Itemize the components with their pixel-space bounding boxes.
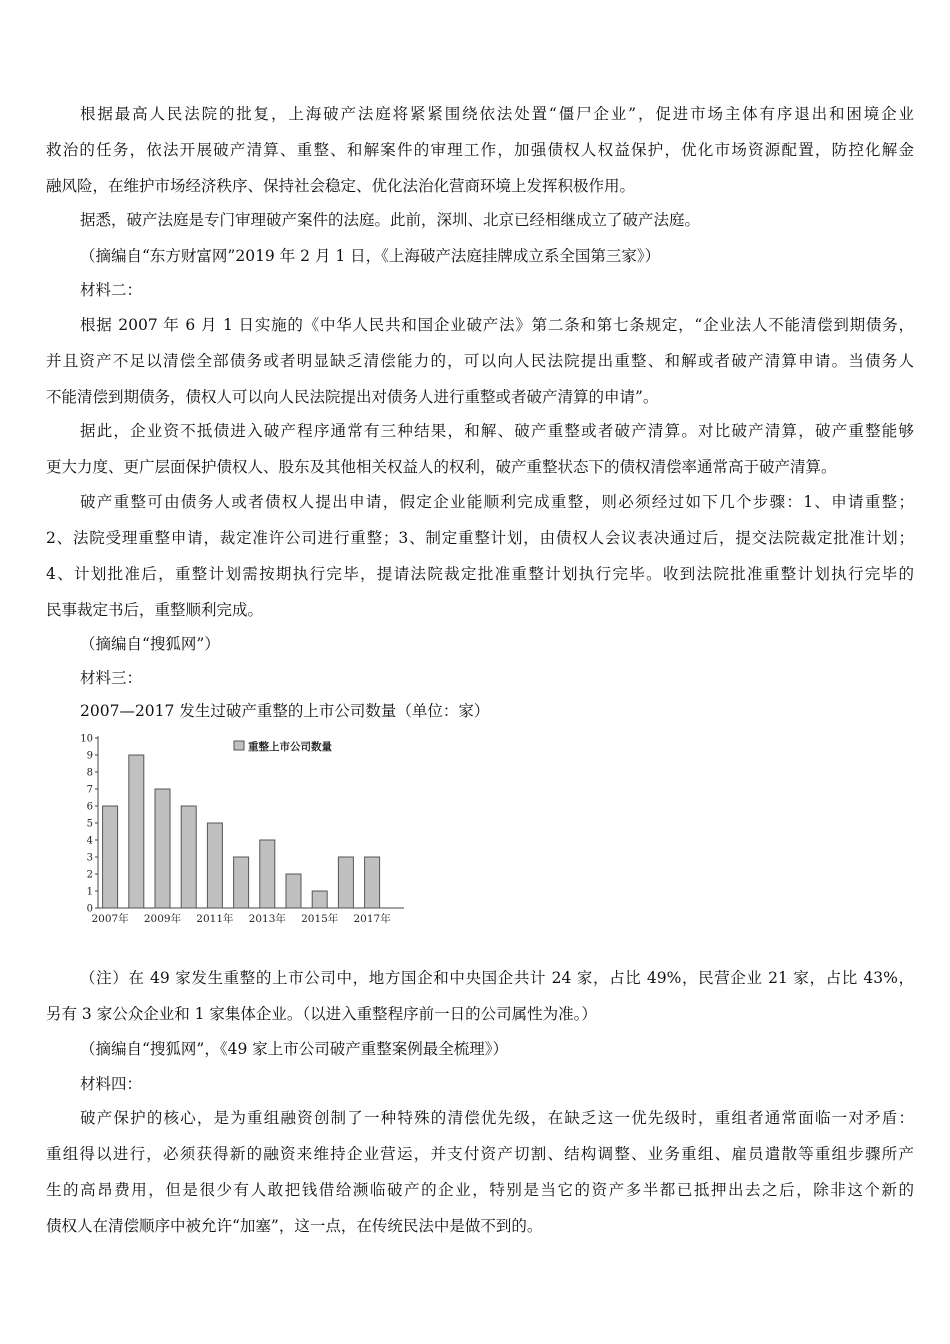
text-line: 另有 3 家公众企业和 1 家集体企业。（以进入重整程序前一日的公司属性为准。） bbox=[46, 1005, 597, 1023]
text-line: （摘编自“东方财富网”2019 年 2 月 1 日，《上海破产法庭挂牌成立系全国第三家》） bbox=[80, 247, 661, 265]
text-line: 生的高昂费用，但是很少有人敢把钱借给濒临破产的企业，特别是当它的资产多半都已抵押出去之后，除非这个新的 bbox=[46, 1181, 914, 1199]
text-line: 根据 2007 年 6 月 1 日实施的《中华人民共和国企业破产法》第二条和第七条规定，“企业法人不能清偿到期债务， bbox=[80, 316, 914, 334]
bar bbox=[234, 857, 249, 908]
x-tick-label: 2007年 bbox=[91, 913, 129, 925]
bar bbox=[338, 857, 353, 908]
text-line: 2、法院受理重整申请，裁定准许公司进行重整；3、制定重整计划，由债权人会议表决通过后，提交法院裁定批准计划； bbox=[46, 529, 914, 547]
text-line: 更大力度、更广层面保护债权人、股东及其他相关权益人的权利，破产重整状态下的债权清偿率通常高于破产清算。 bbox=[46, 458, 837, 476]
legend-swatch bbox=[234, 741, 244, 750]
text-line: 破产重整可由债务人或者债权人提出申请，假定企业能顺利完成重整，则必须经过如下几个步骤：1、申请重整； bbox=[80, 493, 914, 511]
source-note-1 bbox=[46, 238, 914, 274]
y-tick-label: 7 bbox=[86, 784, 93, 796]
text-line: 材料三： bbox=[80, 669, 143, 687]
paragraph-7 bbox=[46, 484, 914, 628]
x-tick-label: 2017年 bbox=[353, 913, 391, 925]
text-line: 重组得以进行，必须获得新的融资来维持企业营运，并支付资产切割、结构调整、业务重组、雇员遣散等重组步骤所产 bbox=[46, 1145, 914, 1163]
y-tick-label: 5 bbox=[86, 818, 93, 830]
bar bbox=[365, 857, 380, 908]
x-tick-label: 2015年 bbox=[301, 913, 339, 925]
y-tick-label: 6 bbox=[86, 801, 93, 813]
y-tick-label: 10 bbox=[80, 733, 93, 745]
text-line: 救治的任务，依法开展破产清算、重整、和解案件的审理工作，加强债权人权益保护，优化市场资源配置，防控化解金 bbox=[46, 141, 914, 159]
text-line: 融风险，在维护市场经济秩序、保持社会稳定、优化法治化营商环境上发挥积极作用。 bbox=[46, 177, 636, 195]
text-line: 根据最高人民法院的批复，上海破产法庭将紧紧围绕依法处置“僵尸企业”，促进市场主体有序退出和困境企业 bbox=[80, 105, 914, 123]
bar bbox=[207, 823, 222, 908]
legend-label: 重整上市公司数量 bbox=[248, 741, 332, 753]
paragraph-2 bbox=[46, 202, 914, 238]
bar bbox=[181, 806, 196, 908]
paragraph-14 bbox=[46, 1100, 914, 1244]
paragraph-1 bbox=[46, 96, 914, 204]
y-tick-label: 3 bbox=[86, 852, 93, 864]
y-tick-label: 9 bbox=[86, 750, 93, 762]
text-line: 4、计划批准后，重整计划需按期执行完毕，提请法院裁定批准重整计划执行完毕。收到法院批准重整计划执行完毕的 bbox=[46, 565, 914, 583]
chart-caption bbox=[46, 693, 914, 729]
x-tick-label: 2009年 bbox=[143, 913, 182, 925]
chart-note bbox=[46, 960, 914, 1032]
bar bbox=[260, 840, 275, 908]
text-line: （摘编自“搜狐网”，《49 家上市公司破产重整案例最全梳理》） bbox=[80, 1040, 509, 1058]
text-line: 民事裁定书后，重整顺利完成。 bbox=[46, 601, 264, 619]
text-line: 债权人在清偿顺序中被允许“加塞”，这一点，在传统民法中是做不到的。 bbox=[46, 1217, 543, 1235]
text-line: 据悉，破产法庭是专门审理破产案件的法庭。此前，深圳、北京已经相继成立了破产法庭。 bbox=[80, 211, 701, 229]
paragraph-6 bbox=[46, 413, 914, 485]
paragraph-5 bbox=[46, 307, 914, 415]
y-tick-label: 0 bbox=[86, 903, 93, 915]
x-tick-label: 2011年 bbox=[196, 913, 234, 925]
x-tick-label: 2013年 bbox=[248, 913, 286, 925]
bar bbox=[286, 874, 301, 908]
y-tick-label: 8 bbox=[86, 767, 93, 779]
y-tick-label: 2 bbox=[86, 869, 93, 881]
material-4-heading bbox=[46, 1066, 914, 1102]
source-note-2 bbox=[46, 626, 914, 662]
bar bbox=[155, 789, 170, 908]
material-3-heading bbox=[46, 660, 914, 696]
text-line: （注）在 49 家发生重整的上市公司中，地方国企和中央国企共计 24 家，占比 49%，民营企业 21 家，占比 43%， bbox=[80, 969, 914, 987]
y-tick-label: 1 bbox=[86, 886, 93, 898]
text-line: 材料四： bbox=[80, 1075, 143, 1093]
text-line: 破产保护的核心，是为重组融资创制了一种特殊的清偿优先级，在缺乏这一优先级时，重组者通常面临一对矛盾： bbox=[80, 1109, 914, 1127]
text-line: 并且资产不足以清偿全部债务或者明显缺乏清偿能力的，可以向人民法院提出重整、和解或者破产清算申请。当债务人 bbox=[46, 352, 914, 370]
source-note-3 bbox=[46, 1031, 914, 1067]
bar bbox=[103, 806, 118, 908]
bar-chart bbox=[76, 728, 412, 930]
bar bbox=[129, 755, 144, 908]
text-line: 不能清偿到期债务，债权人可以向人民法院提出对债务人进行重整或者破产清算的申请”。 bbox=[46, 388, 659, 406]
text-line: （摘编自“搜狐网”） bbox=[80, 635, 220, 653]
bar bbox=[312, 891, 327, 908]
y-tick-label: 4 bbox=[86, 835, 93, 847]
text-line: 据此，企业资不抵债进入破产程序通常有三种结果，和解、破产重整或者破产清算。对比破产清算，破产重整能够 bbox=[80, 422, 914, 440]
material-2-heading bbox=[46, 272, 914, 308]
text-line: 材料二： bbox=[80, 281, 143, 299]
text-line: 2007—2017 发生过破产重整的上市公司数量（单位：家） bbox=[80, 702, 490, 720]
